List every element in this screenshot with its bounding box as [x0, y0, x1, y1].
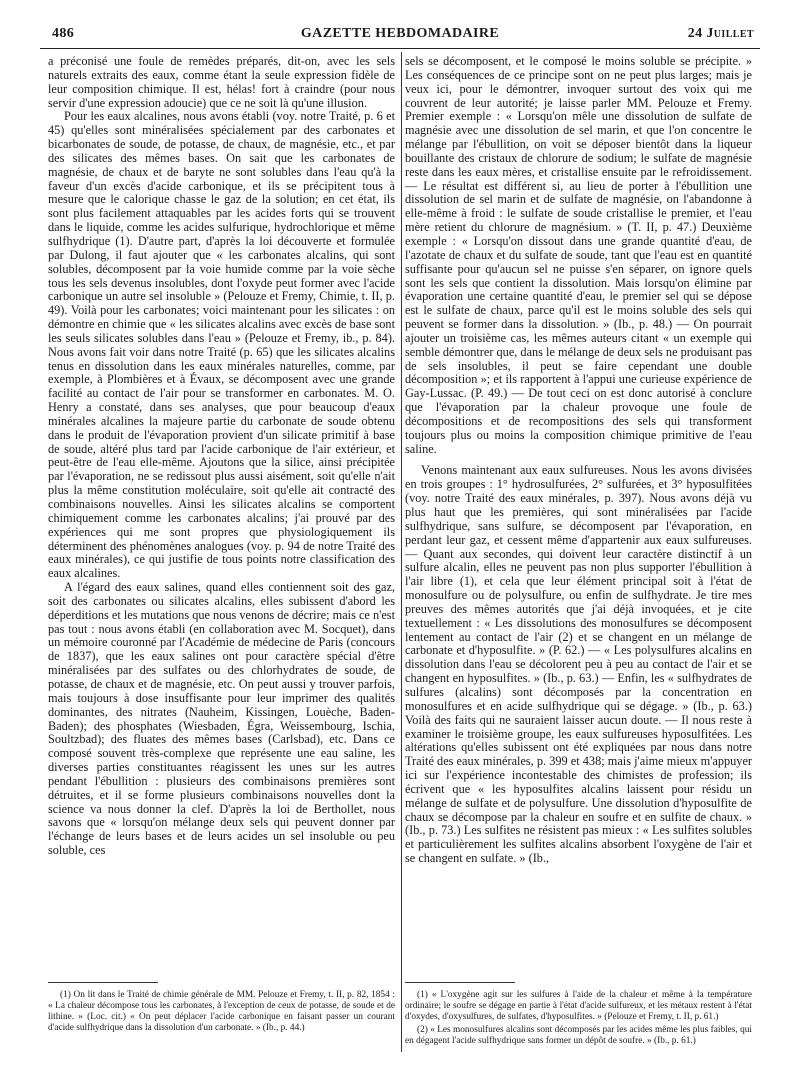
footnote: (1) On lit dans le Traité de chimie générale de MM. Pelouze et Fremy, t. II, p. 82, 1854 : « La chaleur décompose tous les carbonates, à l'exception de ceux de potasse, de soude et de lithine. » (Loc. cit.) « On peut déplacer l'acide carbonique en faisant passer un courant d'acide sulfhydrique dans la dissolution d'un carbonate. » (Ib., p. 44.) — [48, 990, 395, 1033]
footnotes-left — [48, 990, 395, 1080]
left-column — [48, 55, 395, 975]
page-number: 486 — [52, 26, 75, 41]
paragraph: a préconisé une foule de remèdes préparés, dit-on, avec les sels naturels extraits des eaux, comme étant la seule expression fidèle de leur composition chimique. Il est, hélas! fort à craindre (pour nous servir d'une expression adoucie) que ce ne soit là qu'une illusion. — [48, 55, 395, 110]
footnote-rule — [48, 982, 158, 983]
footnote: (1) « L'oxygène agit sur les sulfures à l'aide de la chaleur et même à la température ordinaire; le soufre se dégage en partie à l'état d'acide sulfureux, et les métaux restent à l'état d'oxydes, d'oxysulfures, de sulfates, d'hyposulfites. » (Pelouze et Fremy, t. II, p. 61.) — [405, 990, 752, 1022]
paragraph: Venons maintenant aux eaux sulfureuses. Nous les avons divisées en trois groupes : 1° hydrosulfurées, 2° sulfurées, et 3° hyposulfitées (voy. notre Traité des eaux minérales, p. 397). Nous avons déjà vu plus haut que les premières, qui sont minéralisées par l'acide sulfhydrique, sans sulfure, se décomposent par l'évaporation, en perdant leur gaz, et cessent même d'appartenir aux eaux sulfureuses. — Quant aux secondes, qui doivent leur caractère distinctif à un sulfure alcalin, elles ne peuvent pas non plus supporter l'ébullition à l'air libre (1), et cela que leur élément principal soit à l'état de monosulfure ou de polysulfure, ou enfin de sulfhydrate. Je tire mes preuves des mêmes autorités que j'ai déjà invoquées, et je cite textuellement : « Les dissolutions des monosulfures se décomposent lentement au contact de l'air (2) et se changent en un mélange de carbonate et d'hyposulfite. » (P. 62.) — « Les polysulfures alcalins en dissolution dans l'eau se décolorent peu à peu au contact de l'air et se changent en hyposulfites. » (Ib., p. 63.) — Enfin, les « sulfhydrates de sulfures (alcalins) sont décomposés par la concentration en monosulfures et en acide sulfhydrique qui se dégage. » (Ib., p. 63.) Voilà des faits qui ne sauraient laisser aucun doute. — Il nous reste à examiner le troisième groupe, les eaux sulfureuses hyposulfitées. Les altérations qu'elles subissent ont été expliquées par nous dans notre Traité des eaux minérales, p. 399 et 438; mais j'aime mieux m'appuyer ici sur l'expérience incontestable des chimistes de profession; ils écrivent que « les hyposulfites alcalins laissent pour résidu un mélange de sulfate et de polysulfure. Une dissolution d'hyposulfite de chaux se décompose par la chaleur en soufre et en sulfite de chaux. » (Ib., p. 73.) Les sulfites ne résistent pas mieux : « Les sulfites solubles et particulièrement les sulfites alcalins absorbent l'oxygène de l'air et se changent en sulfate. » (Ib., — [405, 463, 752, 866]
footnotes-right — [405, 990, 752, 1080]
issue-date: 24 Juillet — [687, 26, 754, 41]
right-column — [405, 55, 752, 975]
page-header — [40, 26, 760, 48]
footnote: (2) « Les monosulfures alcalins sont décomposés par les acides même les plus faibles, qui en dégagent l'acide sulfhydrique sans former un dépôt de soufre. » (Ib., p. 61.) — [405, 1025, 752, 1046]
header-rule — [40, 48, 760, 49]
column-divider — [401, 52, 402, 1052]
footnote-rule — [405, 982, 515, 983]
journal-title: GAZETTE HEBDOMADAIRE — [300, 26, 500, 41]
paragraph: sels se décomposent, et le composé le moins soluble se précipite. » Les conséquences de ce principe sont on ne peut plus larges; mais je veux ici, pour le démontrer, invoquer surtout des voix qui me couvrent de leur autorité; je laisse parler MM. Pelouze et Fremy. Premier exemple : « Lorsqu'on mêle une dissolution de sulfate de magnésie avec une dissolution de sel marin, et que l'on concentre le mélange par l'ébullition, on voit se déposer bientôt dans la liqueur bouillante des cristaux de chlorure de sodium; le sulfate de magnésie reste dans les eaux mères, et cristallise ensuite par le refroidissement. — Le résultat est différent si, au lieu de porter à l'ébullition une dissolution de sel marin et de sulfate de magnésie, on l'abandonne à elle-même à froid : le sulfate de soude cristallise le premier, et l'eau mère retient du chlorure de magnésium. » (T. II, p. 47.) Deuxième exemple : « Lorsqu'on dissout dans une grande quantité d'eau, de l'azotate de chaux et du sulfate de soude, tant que l'eau est en quantité suffisante pour qu'aucun sel ne puisse s'en séparer, on ignore quels sont les sels que contient la dissolution. Mais lorsqu'on élimine par évaporation une certaine quantité d'eau, le premier sel qui se dépose est le sulfate de chaux, parce qu'il est le moins soluble des sels qui peuvent se former dans la dissolution. » (Ib., p. 48.) — On pourrait ajouter un troisième cas, les mêmes auteurs citant « un exemple qui semble démontrer que, dans le mélange de deux sels ne produisant pas de sels insolubles, il peut se faire cependant une double décomposition »; et ils rapportent à l'appui une curieuse expérience de Gay-Lussac. (P. 49.) — De tout ceci on est donc autorisé à conclure que l'évaporation par la chaleur provoque une foule de décompositions et de recompositions des sels qui transforment toujours plus ou moins la composition chimique primitive de l'eau saline. — [405, 55, 752, 456]
paragraph: Pour les eaux alcalines, nous avons établi (voy. notre Traité, p. 6 et 45) qu'elles sont minéralisées spécialement par des carbonates et bicarbonates de soude, de potasse, de chaux, de magnésie, etc., et par des silicates des mêmes bases. On sait que les carbonates de magnésie, de chaux et de baryte ne sont solubles dans l'eau qu'à la faveur d'un excès d'acide carbonique, et ils se précipitent tous à mesure que le calorique chasse le gaz de la solution; en cet état, ils sont plus facilement attaquables par les acides forts qui se trouvent dans le liquide, comme les acides sulfurique, hydrochlorique et même sulfhydrique (1). D'autre part, d'après la loi découverte et formulée par Dulong, il faut ajouter que « les carbonates alcalins, qui sont solubles, décomposent par la voie humide comme par la voie sèche tous les sels devenus insolubles, dont l'oxyde peut former avec l'acide carbonique un autre sel insoluble » (Pelouze et Fremy, Chimie, t. II, p. 49). Voilà pour les carbonates; voici maintenant pour les silicates : on démontre en chimie que « les silicates alcalins avec excès de base sont les seuls silicates solubles dans l'eau » (Pelouze et Fremy, ib., p. 84). Nous avons fait voir dans notre Traité (p. 65) que les silicates alcalins tenus en dissolution dans les eaux minérales naturelles, comme, par exemple, à Plombières et à Évaux, se décomposent avec une grande facilité au contact de l'air pour se transformer en carbonates. M. O. Henry a constaté, dans ses analyses, que pour beaucoup d'eaux minérales alcalines la majeure partie du carbonate de soude obtenu dans le produit de l'évaporation provient d'un silicate primitif à base de soude, altéré plus tard par l'acide carbonique de l'air extérieur, et peut-être de l'eau elle-même. Ajoutons que la silice, ainsi précipitée par l'évaporation, ne se redissout plus aussi aisément, soit qu'elle n'ait plus la même constitution moléculaire, soit qu'elle ait contracté des combinaisons nouvelles. Ainsi les silicates alcalins se comportent chimiquement comme les carbonates alcalins; j'ai prouvé par des expériences qui me sont propres que physiologiquement ils déterminent des phénomènes analogues (voy. p. 94 de notre Traité des eaux minérales), ce qui justifie de tous points notre classification des eaux alcalines. — [48, 109, 395, 581]
paragraph: A l'égard des eaux salines, quand elles contiennent soit des gaz, soit des carbonates ou silicates alcalins, elles subissent d'abord les déperditions et les mutations que nous venons de décrire; mais ce n'est pas tout : nous avons établi (en collaboration avec M. Socquet), dans un mémoire couronné par l'Académie de médecine de Paris (concours de 1837), que les eaux salines ont pour caractère spécial d'être minéralisées par des sulfates ou des chlorhydrates de soude, de potasse, de chaux et de magnésie, etc. On peut aussi y trouver parfois, mais toujours à dose insuffisante pour leur imprimer des qualités dominantes, des nitrates (Nauheim, Kissingen, Louèche, Baden-Baden); des phosphates (Wiesbaden, Égra, Weissembourg, Ischia, Soultzbad); des fluates des mêmes bases (Carlsbad), etc. Dans ce composé souvent très-complexe que représente une eau saline, les diverses parties constituantes réagissent les unes sur les autres pendant l'ébullition : plusieurs des combinaisons premières sont détruites, et il se forme plusieurs combinaisons nouvelles dont la science va nous donner la clef. D'après la loi de Berthollet, nous savons que « lorsqu'on mélange deux sels qui peuvent donner par l'échange de leurs bases et de leurs acides un sel insoluble ou peu soluble, ces — [48, 580, 395, 858]
